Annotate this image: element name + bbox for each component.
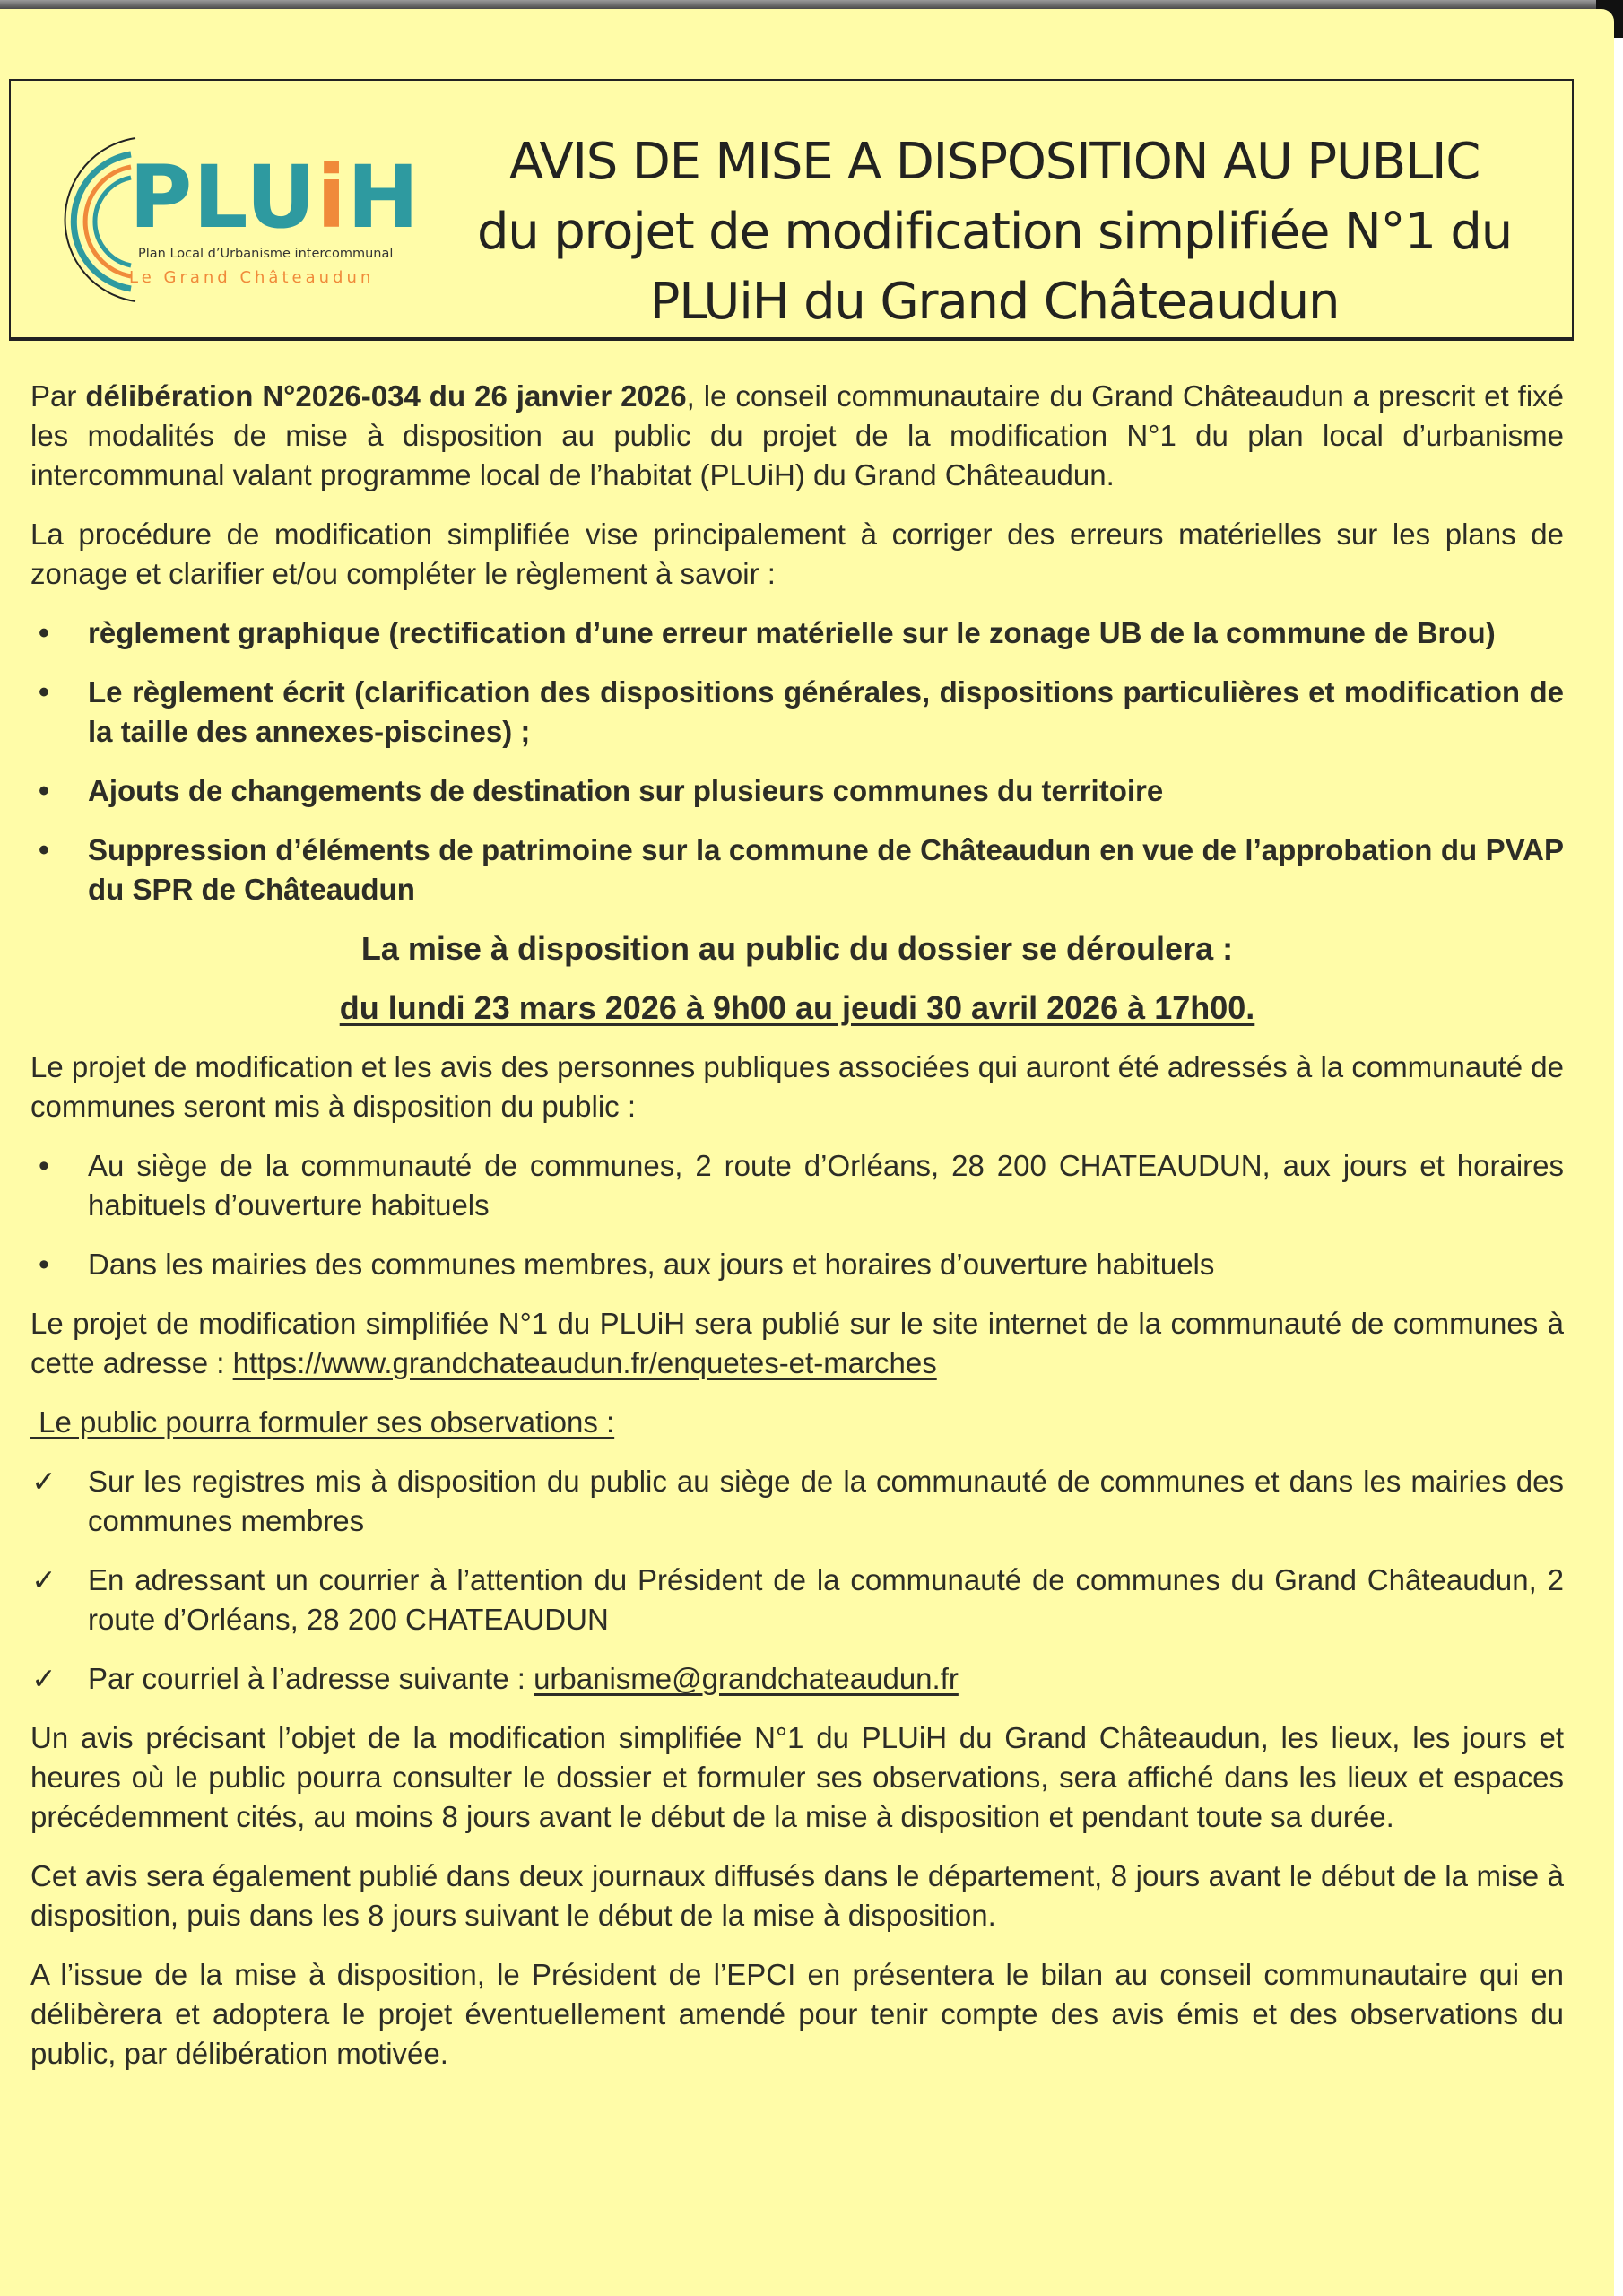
- notice-page: [0, 9, 1614, 2296]
- observation-item: [30, 1561, 1564, 1639]
- logo-arcs-icon: [23, 135, 140, 305]
- objective-text: règlement graphique (rectification d’une erreur matérielle sur le zonage UB de la commune de Brou): [88, 616, 1496, 649]
- availability-places-list: [30, 1146, 1564, 1284]
- deliberation-reference: délibération N°2026-034 du 26 janvier 2026: [85, 379, 687, 413]
- objective-text: Ajouts de changements de destination sur plusieurs communes du territoire: [88, 774, 1164, 807]
- bullet-icon: •: [39, 1248, 49, 1282]
- objective-item: [30, 831, 1564, 909]
- objective-text: Le règlement écrit (clarification des dispositions générales, dispositions particulières et modification de la taille des annexes-piscines) ;: [88, 675, 1564, 748]
- objectives-list: [30, 613, 1564, 909]
- notice-paper: [0, 9, 1614, 2296]
- objective-item: [30, 771, 1564, 811]
- checkmark-icon: ✓: [31, 1465, 56, 1498]
- intro-prefix: Par: [30, 379, 86, 413]
- closing-paragraph: A l’issue de la mise à disposition, le Président de l’EPCI en présentera le bilan au conseil communautaire qui en délibèrera et adoptera le projet éventuellement amendé pour tenir compte des avis émis et des observations du public, par délibération motivée.: [30, 1958, 1564, 2070]
- bullet-icon: •: [39, 833, 49, 867]
- observations-heading: [30, 1403, 1564, 1442]
- availability-paragraph: Le projet de modification et les avis des personnes publiques associées qui auront été adressés à la communauté de communes seront mis à disposition du public :: [30, 1050, 1564, 1123]
- email-link[interactable]: urbanisme@grandchateaudun.fr: [534, 1662, 959, 1695]
- website-paragraph: [30, 1304, 1564, 1383]
- title-line-1: AVIS DE MISE A DISPOSITION AU PUBLIC: [508, 133, 1480, 191]
- bullet-icon: •: [39, 675, 49, 709]
- observations-heading-text: Le public pourra formuler ses observations :: [30, 1405, 615, 1439]
- logo-wordmark-h: H: [346, 147, 421, 248]
- intro-paragraph: [30, 377, 1564, 495]
- intro-rest: , le conseil communautaire du Grand Châteaudun a prescrit et fixé les modalités de mise à disposition au public du projet de la modification N°1 du plan local d’urbanisme intercommunal valant programme local de l’habitat (PLUiH) du Grand Châteaudun.: [30, 379, 1565, 491]
- logo-subtitle: Plan Local d’Urbanisme intercommunal: [138, 247, 394, 261]
- procedure-paragraph: La procédure de modification simplifiée vise principalement à corriger des erreurs matérielles sur les plans de zonage et clarifier et/ou compléter le règlement à savoir :: [30, 517, 1564, 590]
- closing-paragraph: Un avis précisant l’objet de la modification simplifiée N°1 du PLUiH du Grand Châteaudun, les lieux, les jours et heures où le public pourra consulter le dossier et formuler ses observations, sera affiché dans les lieux et espaces précédemment cités, au moins 8 jours avant le début de la mise à disposition et pendant toute sa durée.: [30, 1721, 1564, 1833]
- page-title: [425, 127, 1564, 337]
- availability-place-text: Au siège de la communauté de communes, 2 route d’Orléans, 28 200 CHATEAUDUN, aux jours et horaires habituels d’ouverture habituels: [88, 1149, 1564, 1222]
- notice-body: [30, 377, 1564, 2093]
- header-box: [9, 79, 1574, 341]
- observation-item: [30, 1462, 1564, 1541]
- bullet-icon: •: [39, 616, 49, 650]
- logo-wordmark-plu: PLU: [129, 147, 317, 248]
- website-link[interactable]: https://www.grandchateaudun.fr/enquetes-et-marches: [232, 1346, 937, 1379]
- pluih-logo: [23, 135, 421, 305]
- observation-text: En adressant un courrier à l’attention du Président de la communauté de communes du Grand Châteaudun, 2 route d’Orléans, 28 200 CHATEAUDUN: [88, 1563, 1564, 1636]
- email-prefix: Par courriel à l’adresse suivante :: [88, 1662, 534, 1695]
- observation-item: [30, 1659, 1564, 1699]
- bullet-icon: •: [39, 774, 49, 808]
- checkmark-icon: ✓: [31, 1563, 56, 1596]
- closing-paragraph: Cet avis sera également publié dans deux journaux diffusés dans le département, 8 jours avant le début de la mise à disposition, puis dans les 8 jours suivant le début de la mise à disposition.: [30, 1859, 1564, 1932]
- schedule-dates-text: du lundi 23 mars 2026 à 9h00 au jeudi 30 avril 2026 à 17h00.: [339, 989, 1255, 1026]
- logo-wordmark: [129, 147, 421, 248]
- checkmark-icon: ✓: [31, 1662, 56, 1695]
- objective-item: [30, 613, 1564, 653]
- title-line-3: PLUiH du Grand Châteaudun: [649, 273, 1340, 331]
- objective-text: Suppression d’éléments de patrimoine sur la commune de Châteaudun en vue de l’approbation du PVAP du SPR de Châteaudun: [88, 833, 1564, 906]
- availability-place: [30, 1146, 1564, 1225]
- schedule-heading: La mise à disposition au public du dossier se déroulera :: [360, 930, 1234, 967]
- logo-wordmark-i: i: [317, 147, 347, 248]
- schedule-dates: [30, 988, 1564, 1028]
- logo-place: Le Grand Châteaudun: [129, 268, 375, 287]
- bullet-icon: •: [39, 1149, 49, 1183]
- availability-place: [30, 1245, 1564, 1284]
- objective-item: [30, 673, 1564, 752]
- website-text: Le projet de modification simplifiée N°1 du PLUiH sera publié sur le site internet de la communauté de communes à cette adresse :: [30, 1307, 1564, 1379]
- availability-place-text: Dans les mairies des communes membres, aux jours et horaires d’ouverture habituels: [88, 1248, 1215, 1281]
- title-line-2: du projet de modification simplifiée N°1 du: [476, 203, 1513, 261]
- observation-text: Sur les registres mis à disposition du public au siège de la communauté de communes et dans les mairies des communes membres: [88, 1465, 1564, 1537]
- observations-list: [30, 1462, 1564, 1699]
